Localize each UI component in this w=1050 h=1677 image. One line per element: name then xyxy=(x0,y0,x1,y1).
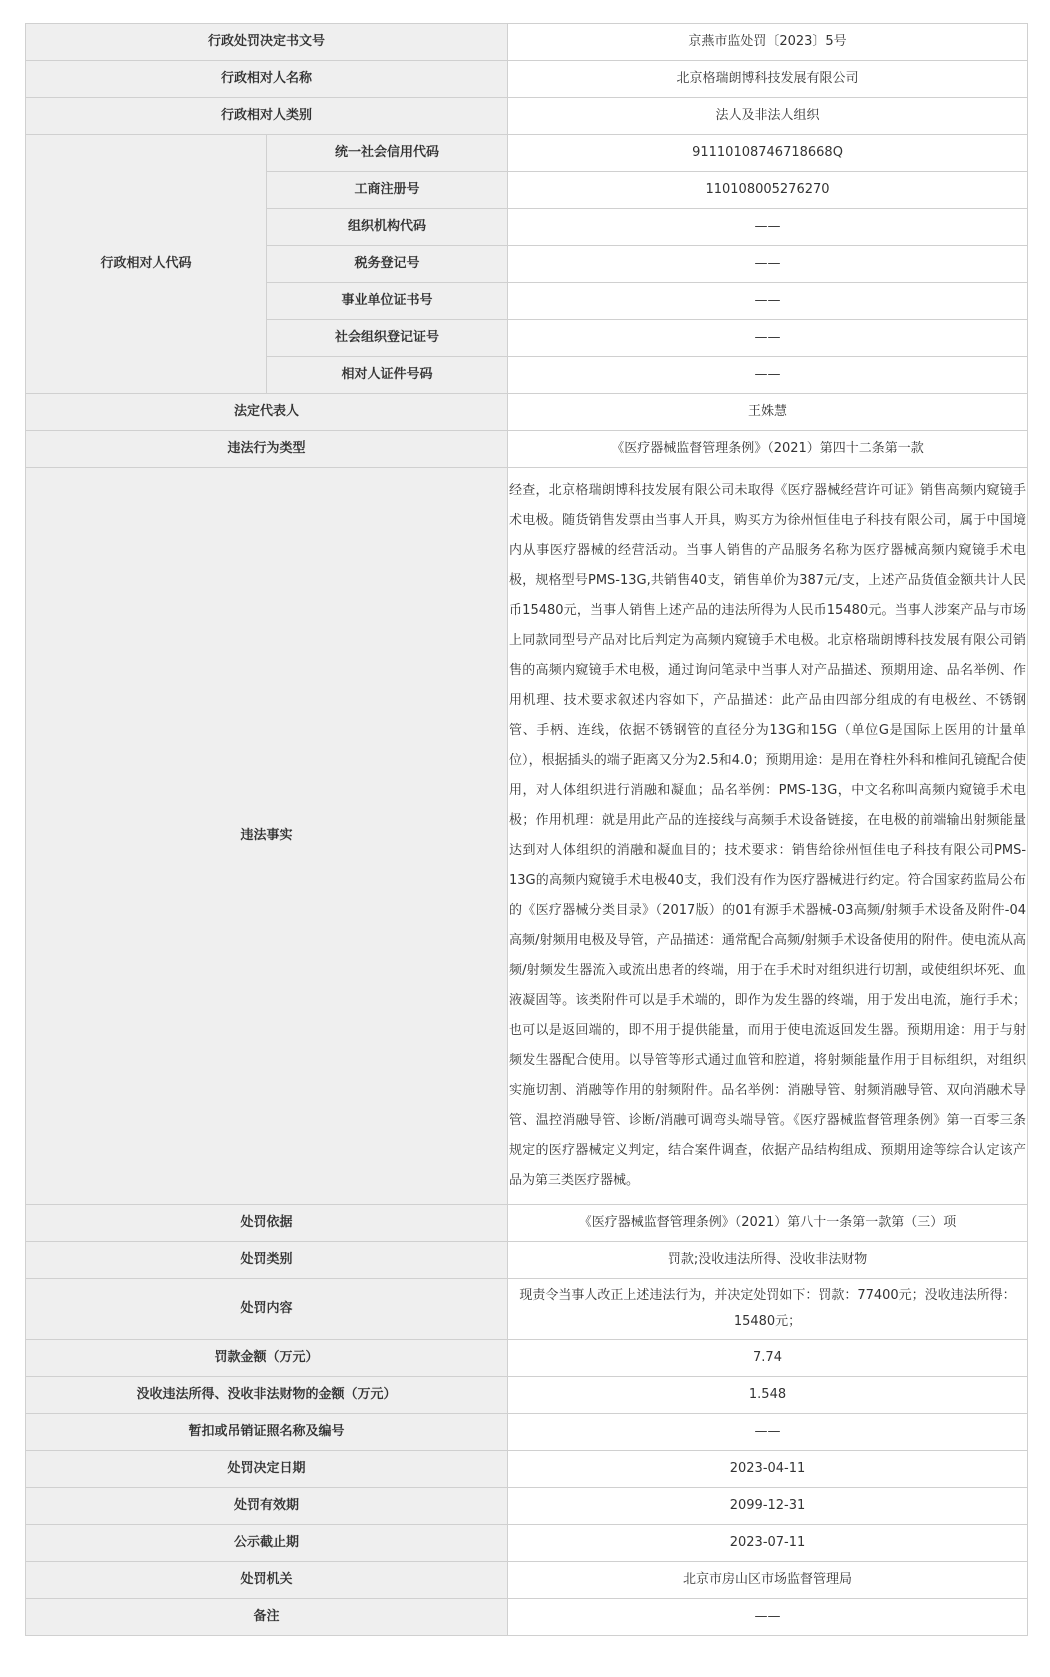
content-value: 现责令当事人改正上述违法行为，并决定处罚如下：罚款：77400元；没收违法所得：15480元； xyxy=(508,1279,1028,1340)
table-row xyxy=(26,431,1028,468)
fine-amount-label: 罚款金额（万元） xyxy=(26,1340,508,1377)
table-row xyxy=(26,1562,1028,1599)
credit-code-label: 统一社会信用代码 xyxy=(267,135,508,172)
facts-value: 经查，北京格瑞朗博科技发展有限公司未取得《医疗器械经营许可证》销售高频内窥镜手术电极。随货销售发票由当事人开具，购买方为徐州恒佳电子科技有限公司，属于中国境内从事医疗器械的经营活动。当事人销售的产品服务名称为医疗器械高频内窥镜手术电极，规格型号PMS-13G,共销售40支，销售单价为387元/支，上述产品货值金额共计人民币15480元，当事人销售上述产品的违法所得为人民币15480元。当事人涉案产品与市场上同款同型号产品对比后判定为高频内窥镜手术电极。北京格瑞朗博科技发展有限公司销售的高频内窥镜手术电极，通过询问笔录中当事人对产品描述、预期用途、品名举例、作用机理、技术要求叙述内容如下，产品描述：此产品由四部分组成的有电极丝、不锈钢管、手柄、连线，依据不锈钢管的直径分为13G和15G（单位G是国际上医用的计量单位），根据插头的端子距离又分为2.5和4.0；预期用途：是用在脊柱外科和椎间孔镜配合使用，对人体组织进行消融和凝血；品名举例：PMS-13G，中文名称叫高频内窥镜手术电极；作用机理：就是用此产品的连接线与高频手术设备链接，在电极的前端输出射频能量达到对人体组织的消融和凝血目的；技术要求：销售给徐州恒佳电子科技有限公司PMS-13G的高频内窥镜手术电极40支，我们没有作为医疗器械进行约定。符合国家药监局公布的《医疗器械分类目录》（2017版）的01有源手术器械-03高频/射频手术设备及附件-04高频/射频用电极及导管，产品描述：通常配合高频/射频手术设备使用的附件。使电流从高频/射频发生器流入或流出患者的终端，用于在手术时对组织进行切割，或使组织坏死、血液凝固等。该类附件可以是手术端的，即作为发生器的终端，用于发出电流，施行手术；也可以是返回端的，即不用于提供能量，而用于使电流返回发生器。预期用途：用于与射频发生器配合使用。以导管等形式通过血管和腔道，将射频能量作用于目标组织，对组织实施切割、消融等作用的射频附件。品名举例：消融导管、射频消融导管、双向消融术导管、温控消融导管、诊断/消融可调弯头端导管。《医疗器械监督管理条例》第一百零三条规定的医疗器械定义判定，结合案件调查，依据产品结构组成、预期用途等综合认定该产品为第三类医疗器械。 xyxy=(508,468,1028,1205)
valid-until-label: 处罚有效期 xyxy=(26,1488,508,1525)
authority-value: 北京市房山区市场监督管理局 xyxy=(508,1562,1028,1599)
id-doc-no-value: —— xyxy=(508,357,1028,394)
basis-value: 《医疗器械监督管理条例》（2021）第八十一条第一款第（三）项 xyxy=(508,1205,1028,1242)
legal-rep-value: 王姝慧 xyxy=(508,394,1028,431)
table-row xyxy=(26,1525,1028,1562)
party-code-label: 行政相对人代码 xyxy=(26,135,267,394)
confiscation-amount-label: 没收违法所得、没收非法财物的金额（万元） xyxy=(26,1377,508,1414)
remarks-label: 备注 xyxy=(26,1599,508,1636)
table-row xyxy=(26,98,1028,135)
penalty-info-table xyxy=(25,23,1028,1636)
content-label: 处罚内容 xyxy=(26,1279,508,1340)
table-row xyxy=(26,1242,1028,1279)
category-value: 罚款;没收违法所得、没收非法财物 xyxy=(508,1242,1028,1279)
violation-type-label: 违法行为类型 xyxy=(26,431,508,468)
org-code-label: 组织机构代码 xyxy=(267,209,508,246)
table-row xyxy=(26,1340,1028,1377)
table-row xyxy=(26,468,1028,1205)
table-row xyxy=(26,1451,1028,1488)
table-row xyxy=(26,61,1028,98)
business-reg-no-value: 110108005276270 xyxy=(508,172,1028,209)
legal-rep-label: 法定代表人 xyxy=(26,394,508,431)
id-doc-no-label: 相对人证件号码 xyxy=(267,357,508,394)
basis-label: 处罚依据 xyxy=(26,1205,508,1242)
decision-no-label: 行政处罚决定书文号 xyxy=(26,24,508,61)
publicity-deadline-value: 2023-07-11 xyxy=(508,1525,1028,1562)
social-org-reg-label: 社会组织登记证号 xyxy=(267,320,508,357)
facts-label: 违法事实 xyxy=(26,468,508,1205)
violation-type-value: 《医疗器械监督管理条例》（2021）第四十二条第一款 xyxy=(508,431,1028,468)
fine-amount-value: 7.74 xyxy=(508,1340,1028,1377)
table-row xyxy=(26,394,1028,431)
license-value: —— xyxy=(508,1414,1028,1451)
party-type-label: 行政相对人类别 xyxy=(26,98,508,135)
table-row xyxy=(26,24,1028,61)
credit-code-value: 91110108746718668Q xyxy=(508,135,1028,172)
tax-reg-no-label: 税务登记号 xyxy=(267,246,508,283)
license-label: 暂扣或吊销证照名称及编号 xyxy=(26,1414,508,1451)
authority-label: 处罚机关 xyxy=(26,1562,508,1599)
institution-cert-value: —— xyxy=(508,283,1028,320)
org-code-value: —— xyxy=(508,209,1028,246)
confiscation-amount-value: 1.548 xyxy=(508,1377,1028,1414)
social-org-reg-value: —— xyxy=(508,320,1028,357)
decision-date-label: 处罚决定日期 xyxy=(26,1451,508,1488)
party-type-value: 法人及非法人组织 xyxy=(508,98,1028,135)
remarks-value: —— xyxy=(508,1599,1028,1636)
table-row xyxy=(26,1377,1028,1414)
table-row xyxy=(26,1414,1028,1451)
publicity-deadline-label: 公示截止期 xyxy=(26,1525,508,1562)
table-row xyxy=(26,135,1028,172)
decision-date-value: 2023-04-11 xyxy=(508,1451,1028,1488)
table-row xyxy=(26,1488,1028,1525)
decision-no-value: 京燕市监处罚〔2023〕5号 xyxy=(508,24,1028,61)
party-name-value: 北京格瑞朗博科技发展有限公司 xyxy=(508,61,1028,98)
tax-reg-no-value: —— xyxy=(508,246,1028,283)
category-label: 处罚类别 xyxy=(26,1242,508,1279)
table-row xyxy=(26,1279,1028,1340)
institution-cert-label: 事业单位证书号 xyxy=(267,283,508,320)
table-row xyxy=(26,1205,1028,1242)
valid-until-value: 2099-12-31 xyxy=(508,1488,1028,1525)
business-reg-no-label: 工商注册号 xyxy=(267,172,508,209)
party-name-label: 行政相对人名称 xyxy=(26,61,508,98)
table-row xyxy=(26,1599,1028,1636)
